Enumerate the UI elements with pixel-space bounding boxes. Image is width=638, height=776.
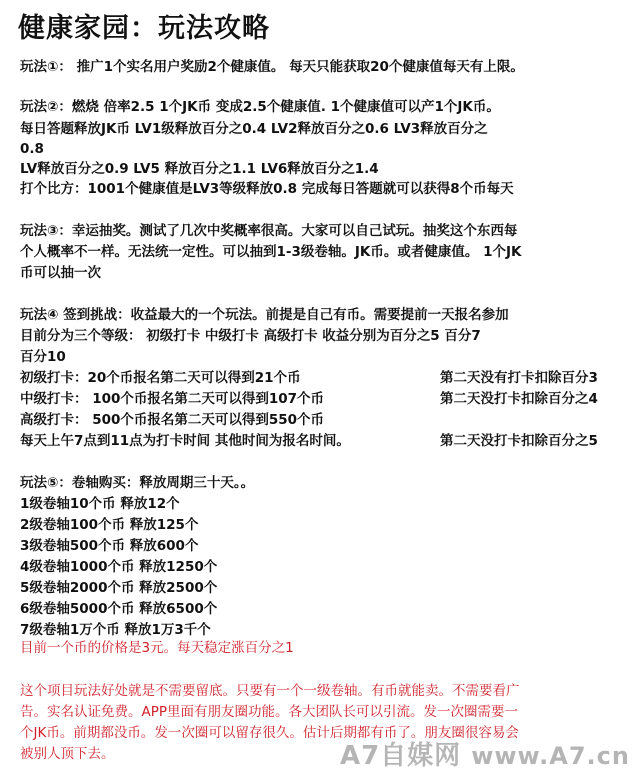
- page-title: 健康家园：玩法攻略: [18, 13, 270, 44]
- watermark: [340, 735, 630, 772]
- price-note: 目前一个币的价格是3元。每天稳定涨百分之1: [20, 640, 294, 656]
- text-line: 玩法②：燃烧 倍率2.5 1个JK币 变成2.5个健康值. 1个健康值可以产1个JK币。: [20, 99, 500, 115]
- summary-line: 被别人顶下去。: [20, 746, 115, 762]
- text-line: 玩法⑤：卷轴购买：释放周期三十天。。: [20, 475, 255, 491]
- text-line: 0.8: [20, 141, 44, 157]
- summary-line: 这个项目玩法好处就是不需要留底。只要有一个一级卷轴。有币就能卖。不需要看广: [20, 683, 520, 699]
- text-line: 每天上午7点到11点为打卡时间 其他时间为报名时间。: [20, 433, 350, 449]
- text-line: 初级打卡：20个币报名第二天可以得到21个币: [20, 370, 301, 386]
- text-line: 玩法④ 签到挑战：收益最大的一个玩法。前提是自己有币。需要提前一天报名参加: [20, 307, 509, 323]
- text-line: 4级卷轴1000个币 释放1250个: [20, 559, 218, 575]
- text-line: 6级卷轴5000个币 释放6500个: [20, 601, 218, 617]
- text-line: 1级卷轴10个币 释放12个: [20, 496, 180, 512]
- summary-line: 告。实名认证免费。APP里面有朋友圈功能。各大团队长可以引流。发一次圈需要一: [20, 704, 519, 720]
- text-line: 目前分为三个等级： 初级打卡 中级打卡 高级打卡 收益分别为百分之5 百分7: [20, 328, 481, 344]
- watermark-url: www.A7.cn: [471, 742, 630, 770]
- text-line: 百分10: [20, 349, 66, 365]
- text-line: 币可以抽一次: [20, 265, 101, 281]
- text-line: 个人概率不一样。无法统一定性。可以抽到1-3级卷轴。JK币。或者健康值。 1个JK: [20, 244, 522, 260]
- text-line: 打个比方：1001个健康值是LV3等级释放0.8 完成每日答题就可以获得8个币每天: [20, 181, 514, 197]
- penalty-note: 第二天没有打卡扣除百分3: [440, 370, 598, 386]
- text-line: 3级卷轴500个币 释放600个: [20, 538, 199, 554]
- text-line: LV释放百分之0.9 LV5 释放百分之1.1 LV6释放百分之1.4: [20, 161, 379, 177]
- penalty-note: 第二天没打卡扣除百分之5: [440, 433, 598, 449]
- text-line: 玩法③：幸运抽奖。测试了几次中奖概率很高。大家可以自己试玩。抽奖这个东西每: [20, 223, 518, 239]
- text-line: 高级打卡： 500个币报名第二天可以得到550个币: [20, 412, 325, 428]
- text-line: 玩法①： 推广1个实名用户奖励2个健康值。 每天只能获取20个健康值每天有上限。: [20, 59, 524, 75]
- text-line: 2级卷轴100个币 释放125个: [20, 517, 199, 533]
- text-line: 5级卷轴2000个币 释放2500个: [20, 580, 218, 596]
- watermark-brand: A7自媒网: [339, 741, 462, 771]
- summary-line: 个JK币。前期都没币。发一次圈可以留存很久。估计后期都有币了。朋友圈很容易会: [20, 725, 519, 741]
- text-line: 7级卷轴1万个币 释放1万3千个: [20, 622, 211, 638]
- penalty-note: 第二天没打卡扣除百分之4: [440, 391, 598, 407]
- text-line: 中级打卡： 100个币报名第二天可以得到107个币: [20, 391, 325, 407]
- text-line: 每日答题释放JK币 LV1级释放百分之0.4 LV2释放百分之0.6 LV3释放百分之: [20, 121, 488, 137]
